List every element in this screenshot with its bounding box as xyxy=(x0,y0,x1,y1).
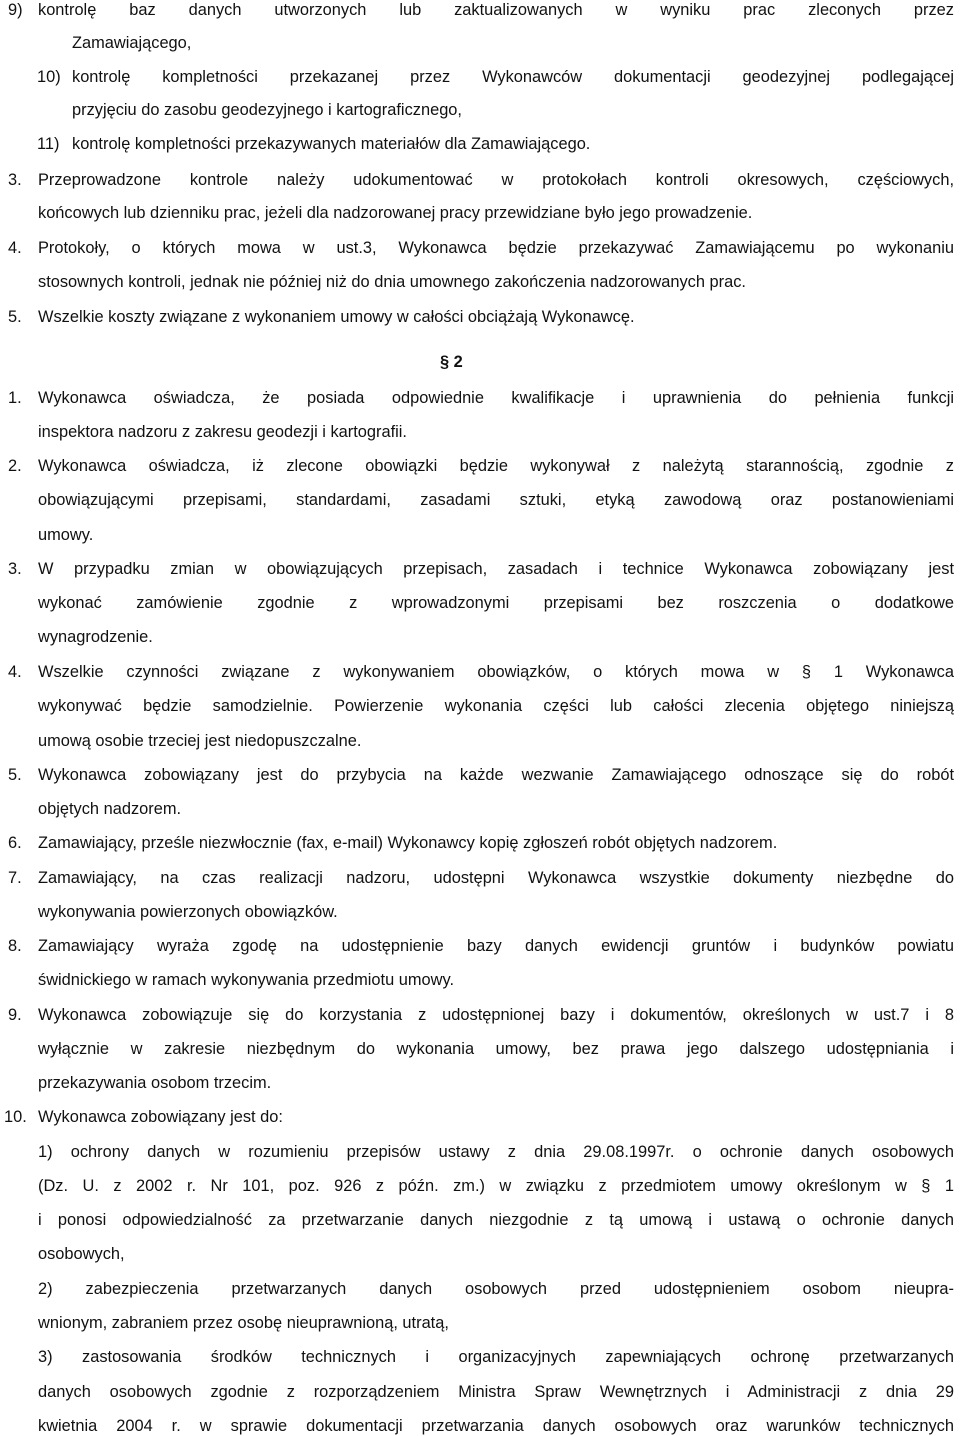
list-line: przekazywania osobom trzecim. xyxy=(38,1074,272,1092)
list-line: Protokoły, o których mowa w ust.3, Wykonawca będzie przekazywać Zamawiającemu po wykonaniu xyxy=(38,239,954,257)
list-line: inspektora nadzoru z zakresu geodezji i kartografii. xyxy=(38,423,407,441)
sublist-line: 1) ochrony danych w rozumieniu przepisów ustawy z dnia 29.08.1997r. o ochronie danych osobowych xyxy=(38,1143,954,1161)
list-line: obowiązującymi przepisami, standardami, zasadami sztuki, etyką zawodową oraz postanowieniami xyxy=(38,491,954,509)
list-number: 3. xyxy=(8,171,22,189)
sublist-line: i ponosi odpowiedzialność za przetwarzanie danych niezgodnie z tą umową i ustawą o ochronie danych xyxy=(38,1211,954,1229)
list-line: Wszelkie czynności związane z wykonywaniem obowiązków, o których mowa w § 1 Wykonawca xyxy=(38,663,954,681)
list-line: Zamawiającego, xyxy=(72,34,192,52)
list-number: 10) xyxy=(37,68,61,86)
list-line: świdnickiego w ramach wykonywania przedmiotu umowy. xyxy=(38,971,454,989)
sublist-line: wnionym, zabraniem przez osobę nieuprawnioną, utratą, xyxy=(38,1314,449,1332)
sublist-line: 3) zastosowania środków technicznych i organizacyjnych zapewniających ochronę przetwarzanych xyxy=(38,1348,954,1366)
list-line: wykonywania powierzonych obowiązków. xyxy=(38,903,338,921)
list-line: Przeprowadzone kontrole należy udokumentować w protokołach kontroli okresowych, częściowych, xyxy=(38,171,954,189)
list-number: 10. xyxy=(4,1108,27,1126)
sublist-line: 2) zabezpieczenia przetwarzanych danych osobowych przed udostępnieniem osobom nieupra- xyxy=(38,1280,954,1298)
list-line: Zamawiający wyraża zgodę na udostępnienie bazy danych ewidencji gruntów i budynków powiatu xyxy=(38,937,954,955)
list-number: 4. xyxy=(8,663,22,681)
section-heading: § 2 xyxy=(440,353,463,371)
list-line: umową osobie trzeciej jest niedopuszczalne. xyxy=(38,732,362,750)
list-line: Wykonawca oświadcza, że posiada odpowiednie kwalifikacje i uprawnienia do pełnienia funkcji xyxy=(38,389,954,407)
list-number: 11) xyxy=(37,135,60,153)
list-line: wykonać zamówienie zgodnie z wprowadzonymi przepisami bez roszczenia o dodatkowe xyxy=(38,594,954,612)
sublist-line: osobowych, xyxy=(38,1245,125,1263)
list-line: Zamawiający, na czas realizacji nadzoru, udostępni Wykonawca wszystkie dokumenty niezbędne do xyxy=(38,869,954,887)
list-number: 5. xyxy=(8,308,22,326)
sublist-line: danych osobowych zgodnie z rozporządzeniem Ministra Spraw Wewnętrznych i Administracji z dnia 29 xyxy=(38,1383,954,1401)
list-number: 8. xyxy=(8,937,22,955)
list-number: 6. xyxy=(8,834,22,852)
list-line: przyjęciu do zasobu geodezyjnego i kartograficznego, xyxy=(72,101,462,119)
list-line: wykonywać będzie samodzielnie. Powierzenie wykonania części lub całości zlecenia objętego niniejszą xyxy=(38,697,954,715)
list-number: 3. xyxy=(8,560,22,578)
list-number: 7. xyxy=(8,869,22,887)
sublist-line: (Dz. U. z 2002 r. Nr 101, poz. 926 z późn. zm.) w związku z przedmiotem umowy określonym w § 1 xyxy=(38,1177,954,1195)
list-line: kontrolę kompletności przekazywanych materiałów dla Zamawiającego. xyxy=(72,135,591,153)
list-line: objętych nadzorem. xyxy=(38,800,182,818)
list-line: Wykonawca zobowiązany jest do: xyxy=(38,1108,283,1126)
list-line: wyłącznie w zakresie niezbędnym do wykonania umowy, bez prawa jego dalszego udostępniania i xyxy=(38,1040,954,1058)
list-line: Wykonawca zobowiązany jest do przybycia na każde wezwanie Zamawiającego odnoszące się do robót xyxy=(38,766,954,784)
list-line: Wykonawca oświadcza, iż zlecone obowiązki będzie wykonywał z należytą starannością, zgodnie z xyxy=(38,457,954,475)
sublist-line: kwietnia 2004 r. w sprawie dokumentacji przetwarzania danych osobowych oraz warunków technicznych xyxy=(38,1417,954,1435)
list-number: 9. xyxy=(8,1006,22,1024)
list-line: końcowych lub dzienniku prac, jeżeli dla nadzorowanej pracy przewidziane było jego prowadzenie. xyxy=(38,204,753,222)
list-line: Wszelkie koszty związane z wykonaniem umowy w całości obciążają Wykonawcę. xyxy=(38,308,635,326)
list-number: 9) xyxy=(8,1,23,19)
list-line: wynagrodzenie. xyxy=(38,628,153,646)
list-line: W przypadku zmian w obowiązujących przepisach, zasadach i technice Wykonawca zobowiązany jest xyxy=(38,560,954,578)
list-number: 2. xyxy=(8,457,22,475)
list-line: Zamawiający, prześle niezwłocznie (fax, e-mail) Wykonawcy kopię zgłoszeń robót objętych nadzorem. xyxy=(38,834,778,852)
list-number: 5. xyxy=(8,766,22,784)
list-line: kontrolę baz danych utworzonych lub zaktualizowanych w wyniku prac zleconych przez xyxy=(38,1,954,19)
list-number: 4. xyxy=(8,239,22,257)
list-line: Wykonawca zobowiązuje się do korzystania z udostępnionej bazy i dokumentów, określonych w ust.7 i 8 xyxy=(38,1006,954,1024)
list-line: umowy. xyxy=(38,526,94,544)
list-number: 1. xyxy=(8,389,22,407)
list-line: stosownych kontroli, jednak nie później niż do dnia umownego zakończenia nadzorowanych prac. xyxy=(38,273,746,291)
list-line: kontrolę kompletności przekazanej przez Wykonawców dokumentacji geodezyjnej podlegającej xyxy=(72,68,954,86)
